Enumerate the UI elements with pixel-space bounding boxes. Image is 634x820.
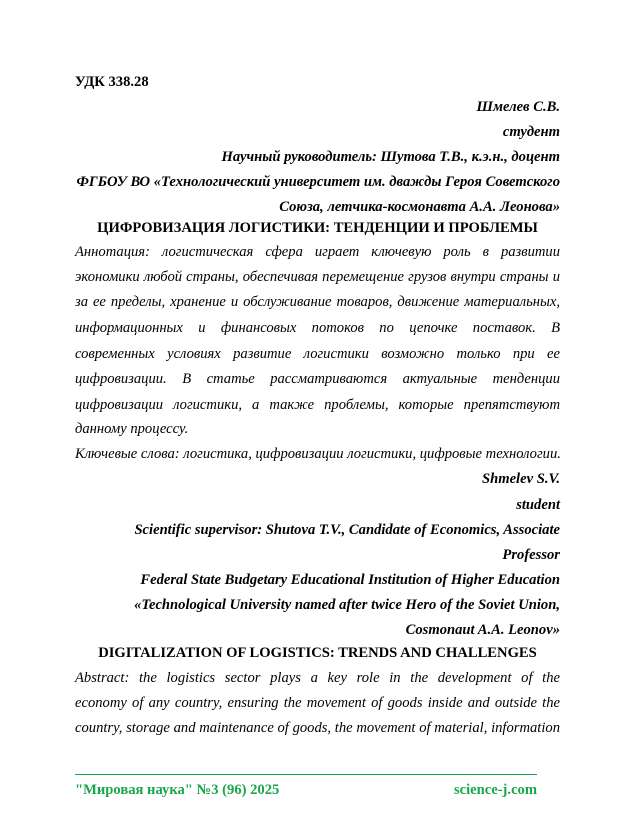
organization-en-line1: Federal State Budgetary Educational Institution of Higher Education [140,572,560,588]
author-ru: Шмелев С.В. [476,99,560,115]
author-en: Shmelev S.V. [482,471,560,487]
keywords-ru: Ключевые слова: логистика, цифровизации логистики, цифровые технологии. [75,446,561,462]
author-role-ru: студент [502,124,560,140]
organization-en-line2: «Technological University named after twice Hero of the Soviet Union, [134,597,560,613]
article-title-en: DIGITALIZATION OF LOGISTICS: TRENDS AND CHALLENGES [98,645,537,661]
abstract-ru-line: экономики любой страны, обеспечивая перемещение грузов внутри страны и [75,269,560,285]
footer-site[interactable]: science-j.com [453,782,537,798]
organization-ru-line1: ФГБОУ ВО «Технологический университет им. дважды Героя Советского [76,174,560,190]
organization-ru-line2: Союза, летчика-космонавта А.А. Леонова» [279,199,560,215]
abstract-ru-line: современных условиях развитие логистики возможно только при ее [75,346,560,362]
abstract-ru-line: данному процессу. [75,421,189,437]
abstract-ru-line: Аннотация: логистическая сфера играет ключевую роль в развитии [75,244,560,260]
abstract-en-line: country, storage and maintenance of goods, the movement of material, information [75,720,560,736]
abstract-ru-line: цифровизации. В статье рассматриваются актуальные тенденции [75,371,560,387]
abstract-ru-line: за ее пределы, хранение и обслуживание товаров, движение материальных, [75,294,560,310]
abstract-en-line: Abstract: the logistics sector plays a key role in the development of the [75,670,560,686]
abstract-en-line: economy of any country, ensuring the movement of goods inside and outside the [75,695,560,711]
supervisor-ru: Научный руководитель: Шутова Т.В., к.э.н., доцент [221,149,560,165]
footer-divider [75,774,537,775]
abstract-ru-line: информационных и финансовых потоков по цепочке поставок. В [75,320,560,336]
abstract-ru-line: цифровизации логистики, а также проблемы, которые препятствуют [75,397,560,413]
udk-code: УДК 338.28 [75,74,149,90]
author-role-en: student [516,497,560,513]
supervisor-en-line2: Professor [502,547,560,563]
footer-journal: "Мировая наука" №3 (96) 2025 [75,782,280,798]
supervisor-en-line1: Scientific supervisor: Shutova T.V., Candidate of Economics, Associate [134,522,560,538]
article-title-ru: ЦИФРОВИЗАЦИЯ ЛОГИСТИКИ: ТЕНДЕНЦИИ И ПРОБЛЕМЫ [97,220,538,236]
organization-en-line3: Cosmonaut A.A. Leonov» [405,622,560,638]
